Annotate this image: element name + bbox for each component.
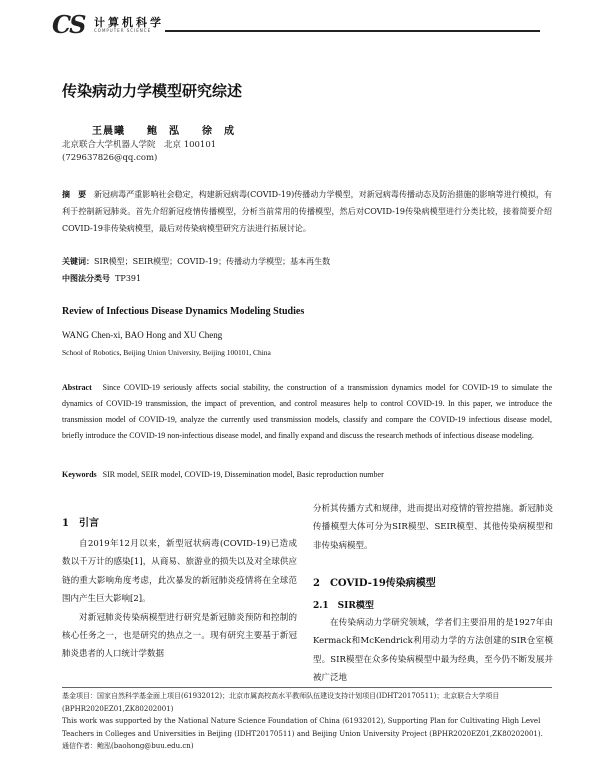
paper-title-zh: 传染病动力学模型研究综述 bbox=[62, 82, 243, 100]
funding-en: This work was supported by the National Nature Science Foundation of China (61932012), Supporting Plan for Cultivating High Level Teachers in Colleges and Universities in Beijing (IDHT20170511) and Beijing Union University Project (BPHR2020EZ01,ZK80202001). bbox=[62, 717, 543, 738]
funding-zh: 基金项目：国家自然科学基金面上项目(61932012)；北京市属高校高水平教师队伍建设支持计划项目(IDHT20170511)；北京联合大学项目(BPHR2020EZ01,ZK80202001) bbox=[62, 692, 500, 713]
section-heading-covid-model: 2 COVID-19传染病模型 bbox=[313, 578, 436, 589]
keywords-zh bbox=[62, 256, 552, 267]
keywords-zh-text: SIR模型；SEIR模型；COVID-19；传播动力学模型；基本再生数 bbox=[94, 257, 331, 266]
affiliation-zh: 北京联合大学机器人学院 北京 100101 bbox=[62, 140, 217, 150]
paper-title-en: Review of Infectious Disease Dynamics Modeling Studies bbox=[62, 306, 305, 317]
abstract-en-label: Abstract bbox=[62, 383, 92, 392]
footnotes bbox=[62, 690, 552, 753]
authors-zh: 王晨曦 鲍 泓 徐 成 bbox=[92, 126, 235, 137]
keywords-en-text: SIR model, SEIR model, COVID-19, Dissemination model, Basic reproduction number bbox=[102, 470, 384, 479]
affiliation-en: School of Robotics, Beijing Union University, Beijing 100101, China bbox=[62, 348, 271, 357]
intro-paragraph-continued: 分析其传播方式和规律，进而提出对疫情的管控措施。新冠肺炎传播模型大体可分为SIR模型、SEIR模型、其他传染病模型和非传染病模型。 bbox=[313, 504, 553, 551]
clc-number bbox=[62, 273, 141, 284]
journal-logo: CS bbox=[52, 10, 85, 39]
journal-name: 计算机科学 bbox=[94, 16, 164, 29]
intro-paragraph-1: 自2019年12月以来，新型冠状病毒(COVID-19)已造成数以千万计的感染[1]，从商易、旅游业的损失以及对全球供应链的重大影响角度考虑，此次暴发的新冠肺炎疫情将在全球范围内产生巨大影响[2]。 bbox=[62, 539, 297, 605]
abstract-zh bbox=[62, 186, 552, 237]
clc-value: TP391 bbox=[115, 274, 142, 283]
right-column-top bbox=[313, 500, 553, 555]
abstract-en-text: Since COVID-19 seriously affects social stability, the construction of a transmission dynamics model for COVID-19 to simulate the dynamics of COVID-19 transmission, the impact of prevention, and control measures help to control COVID-19. In this paper, we introduce the transmission model of COVID-19, analyze the currently used transmission models, classify and compare the COVID-19 infectious disease model, briefly introduce the COVID-19 non-infectious disease model, and finally expand and discuss the research methods of infectious disease modeling. bbox=[62, 383, 553, 440]
corresponding-author: 通信作者：鲍泓(baohong@buu.edu.cn) bbox=[62, 742, 194, 750]
section-heading-intro: 1 引言 bbox=[62, 518, 99, 529]
right-column-sir bbox=[313, 614, 553, 688]
left-column bbox=[62, 535, 297, 664]
intro-paragraph-2: 对新冠肺炎传染病模型进行研究是新冠肺炎预防和控制的核心任务之一，也是研究的热点之一。现有研究主要基于新冠肺炎患者的人口统计学数据 bbox=[62, 612, 297, 660]
authors-en: WANG Chen-xi, BAO Hong and XU Cheng bbox=[62, 330, 223, 340]
abstract-zh-label: 摘 要 bbox=[62, 189, 87, 199]
clc-label: 中图法分类号 bbox=[62, 273, 110, 283]
keywords-en bbox=[62, 470, 552, 479]
subsection-heading-sir: 2.1 SIR模型 bbox=[313, 601, 374, 611]
sir-paragraph: 在传染病动力学研究领域，学者们主要沿用的是1927年由Kermack和McKendrick利用动力学的方法创建的SIR仓室模型。SIR模型在众多传染病模型中最为经典，至今仍不断发展并被广泛地 bbox=[313, 618, 553, 684]
footnote-rule bbox=[62, 687, 552, 688]
keywords-en-label: Keywords bbox=[62, 470, 97, 479]
keywords-zh-label: 关键词： bbox=[62, 256, 94, 266]
header-rule bbox=[165, 30, 540, 32]
journal-name-en: COMPUTER SCIENCE bbox=[94, 28, 152, 33]
abstract-en bbox=[62, 380, 552, 444]
abstract-zh-text: 新冠病毒严重影响社会稳定，构建新冠病毒(COVID-19)传播动力学模型，对新冠病毒传播动态及防治措施的影响等进行模拟，有利于控制新冠肺炎。首先介绍新冠疫情传播模型，分析当前常用的传播模型，然后对COVID-19传染病模型进行分类比较，接着简要介绍COVID-19非传染病模型，最后对传染病模型研究方法进行拓展讨论。 bbox=[62, 190, 552, 233]
author-email: (729637826@qq.com) bbox=[62, 153, 158, 163]
